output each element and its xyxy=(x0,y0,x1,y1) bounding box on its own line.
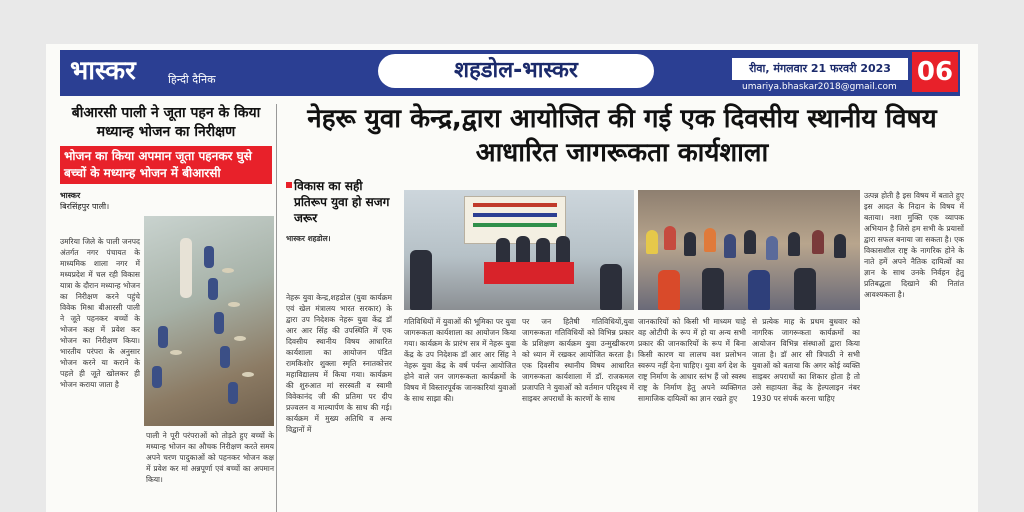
attendee-figure xyxy=(410,250,432,310)
edition-title: शहडोल-भास्कर xyxy=(378,54,654,88)
child-figure xyxy=(214,312,224,334)
mid-day-meal-photo xyxy=(144,216,274,426)
newspaper-page xyxy=(46,44,978,512)
audience-photo xyxy=(638,190,860,310)
article-column-2: गतिविधियों में युवाओं की भूमिका पर युवा जागरूकता कार्यशाला का आयोजन किया गया। कार्यक्रम के प्रारंभ सत्र में नेहरू युवा केंद्र के उप निदेशक डॉ आर आर सिंह ने नेहरू युवा केंद्र के वर्ष पर्यन्त आयोजित होने वाले जन जागरूकता कार्यक्रमों के विषय में विस्तारपूर्वक जानकारियां युवाओं के साथ साझा की। xyxy=(404,317,516,403)
audience-member xyxy=(724,234,736,258)
left-body-text: उमरिया जिले के पाली जनपद अंतर्गत नगर पंचायत के माध्यमिक शाला नगर में मध्यप्रदेश में चल रही विकास यात्रा के दौरान मध्यान्ह भोजन का निरीक्षण करने पहुंचे विवेक मिश्रा बीआरसी पाली ने जूते पहनकर बच्चों के भोजन कक्ष में प्रवेश कर भोजन का निरीक्षण किया। भारतीय परंपरा के अनुसार भोजन करने या कराने के पहले ही जूते खोलकर ही भोजन कराया जाता है xyxy=(60,237,140,389)
audience-member xyxy=(794,268,816,310)
event-banner xyxy=(464,196,566,244)
article-column-6: उत्पन्न होती है इस विषय में बताते हुए इस आदत के निदान के विषय में बताया। नशा मुक्ति एक व्यापक अभियान है जिसे हम सभी के प्रयासों द्वारा सफल बनाया जा सकता है। एक विकासशील राष्ट्र के नागरिक होने के नाते हमें अपने नैतिक दायित्वों का ज्ञान के साथ उनके निर्वहन हेतु प्रतिबद्धता दिखाने की नितांत आवश्यकता है। xyxy=(864,191,964,299)
audience-member xyxy=(788,232,800,256)
workshop-stage-photo xyxy=(404,190,634,310)
audience-member xyxy=(702,268,724,310)
issue-date: रीवा, मंगलवार 21 फरवरी 2023 xyxy=(732,58,908,80)
main-headline: नेहरू युवा केन्द्र,द्वारा आयोजित की गई एक दिवसीय स्थानीय विषय आधारित जागरूकता कार्यशाला xyxy=(307,104,937,168)
child-figure xyxy=(204,246,214,268)
child-figure xyxy=(208,278,218,300)
attendee-figure xyxy=(600,264,622,310)
left-body-continued: पाली ने पूरी परंपराओं को तोड़ते हुए बच्चों के मध्यान्ह भोजन का औचक निरीक्षण करते समय अपने चरण पादुकाओं को पहनकर भोजन कक्ष में प्रवेश कर मां अन्नपूर्णा एवं बच्चों का अपमान किया। xyxy=(146,431,274,484)
plate xyxy=(170,350,182,355)
child-figure xyxy=(220,346,230,368)
left-dateline: बिरसिंहपुर पाली। xyxy=(60,202,110,211)
inspector-figure xyxy=(180,238,192,298)
left-headline: बीआरसी पाली ने जूता पहन के किया मध्यान्ह भोजन का निरीक्षण xyxy=(71,105,261,140)
masthead xyxy=(60,50,960,96)
article-column-1: नेहरू युवा केन्द्र,शहडोल (युवा कार्यक्रम एवं खेल मंत्रालय भारत सरकार) के द्वारा उप निदेशक नेहरू युवा केंद्र डॉ आर आर सिंह की उपस्थिति में एक दिवसीय स्थानीय विषय आधारित कार्यशाला का आयोजन पंडित रामकिशोर शुक्ला स्मृति स्नातकोत्तर महाविद्यालय में किया गया। कार्यक्रम की शुरुआत मां सरस्वती व स्वामी विवेकानंद जी की प्रतिमा पर दीप प्रज्वलन व माल्यार्पण के साथ की गई। कार्यक्रम में मुख्य अतिथि व अन्य विद्वानों में xyxy=(286,293,392,434)
article-column-5: से प्रत्येक माह के प्रथम बुधवार को नागरिक जागरूकता कार्यक्रमों का आयोजन विभिन्न संस्थाओं द्वारा किया जाता है। डॉ आर सी त्रिपाठी ने सभी युवाओं को बताया कि अगर कोई व्यक्ति साइबर अपराधों का शिकार होता है तो उसे सहायता केंद्र के हेल्पलाइन नंबर 1930 पर संपर्क करना चाहिए xyxy=(752,317,860,403)
audience-member xyxy=(744,230,756,254)
plate xyxy=(222,268,234,273)
audience-member xyxy=(834,234,846,258)
audience-member xyxy=(658,270,680,310)
column-divider xyxy=(276,104,277,512)
audience-member xyxy=(646,230,658,254)
plate xyxy=(228,302,240,307)
side-byline: भास्कर शहडोल। xyxy=(286,234,331,243)
contact-email: umariya.bhaskar2018@gmail.com xyxy=(742,82,897,92)
audience-member xyxy=(766,236,778,260)
stage-table xyxy=(484,262,574,284)
brand-tagline: हिन्दी दैनिक xyxy=(168,73,216,86)
child-figure xyxy=(152,366,162,388)
plate xyxy=(242,372,254,377)
audience-member xyxy=(664,226,676,250)
audience-member xyxy=(748,270,770,310)
side-box xyxy=(286,178,394,244)
article-column-4: जानकारियों को किसी भी माध्यम चाहे वह ओटीपी के रूप में हो या अन्य सभी प्रकार की जानकारियों के रूप में बिना किसी कारण या लालच वश प्रलोभन स्वरूप नहीं देना चाहिए। युवा वर्ग देश के राष्ट्र निर्माण के आधार स्तंभ हैं जो स्वस्थ राष्ट्र के निर्माण हेतु अपने व्यक्तिगत सामाजिक दायित्वों का ज्ञान रखते हुए xyxy=(638,317,746,403)
left-byline: भास्कर xyxy=(60,191,81,200)
child-figure xyxy=(228,382,238,404)
plate xyxy=(234,336,246,341)
left-subhead: भोजन का किया अपमान जूता पहनकर घुसे बच्चों के मध्यान्ह भोजन में बीआरसी xyxy=(60,146,272,184)
page-number: 06 xyxy=(912,52,958,92)
side-title: विकास का सही प्रतिरूप युवा हो सजग जरूर xyxy=(286,178,394,226)
left-story xyxy=(60,104,272,512)
audience-member xyxy=(684,232,696,256)
article-column-3: पर जन हितैषी गतिविधियों,युवा जागरूकता गतिविधियों को विभिन्न प्रकार के प्रशिक्षण कार्यक्रम युवा उन्मुखीकरण को ध्यान में रखकर आयोजित करता है। एक दिवसीय स्थानीय विषय आधारित जागरूकता कार्यशाला में डॉ. राजकमल प्रजापति ने युवाओं को वर्तमान परिदृश्य में साइबर अपराधों के कारणों के साथ xyxy=(522,317,634,403)
audience-member xyxy=(812,230,824,254)
child-figure xyxy=(158,326,168,348)
audience-member xyxy=(704,228,716,252)
brand-logo: भास्कर xyxy=(70,56,136,86)
